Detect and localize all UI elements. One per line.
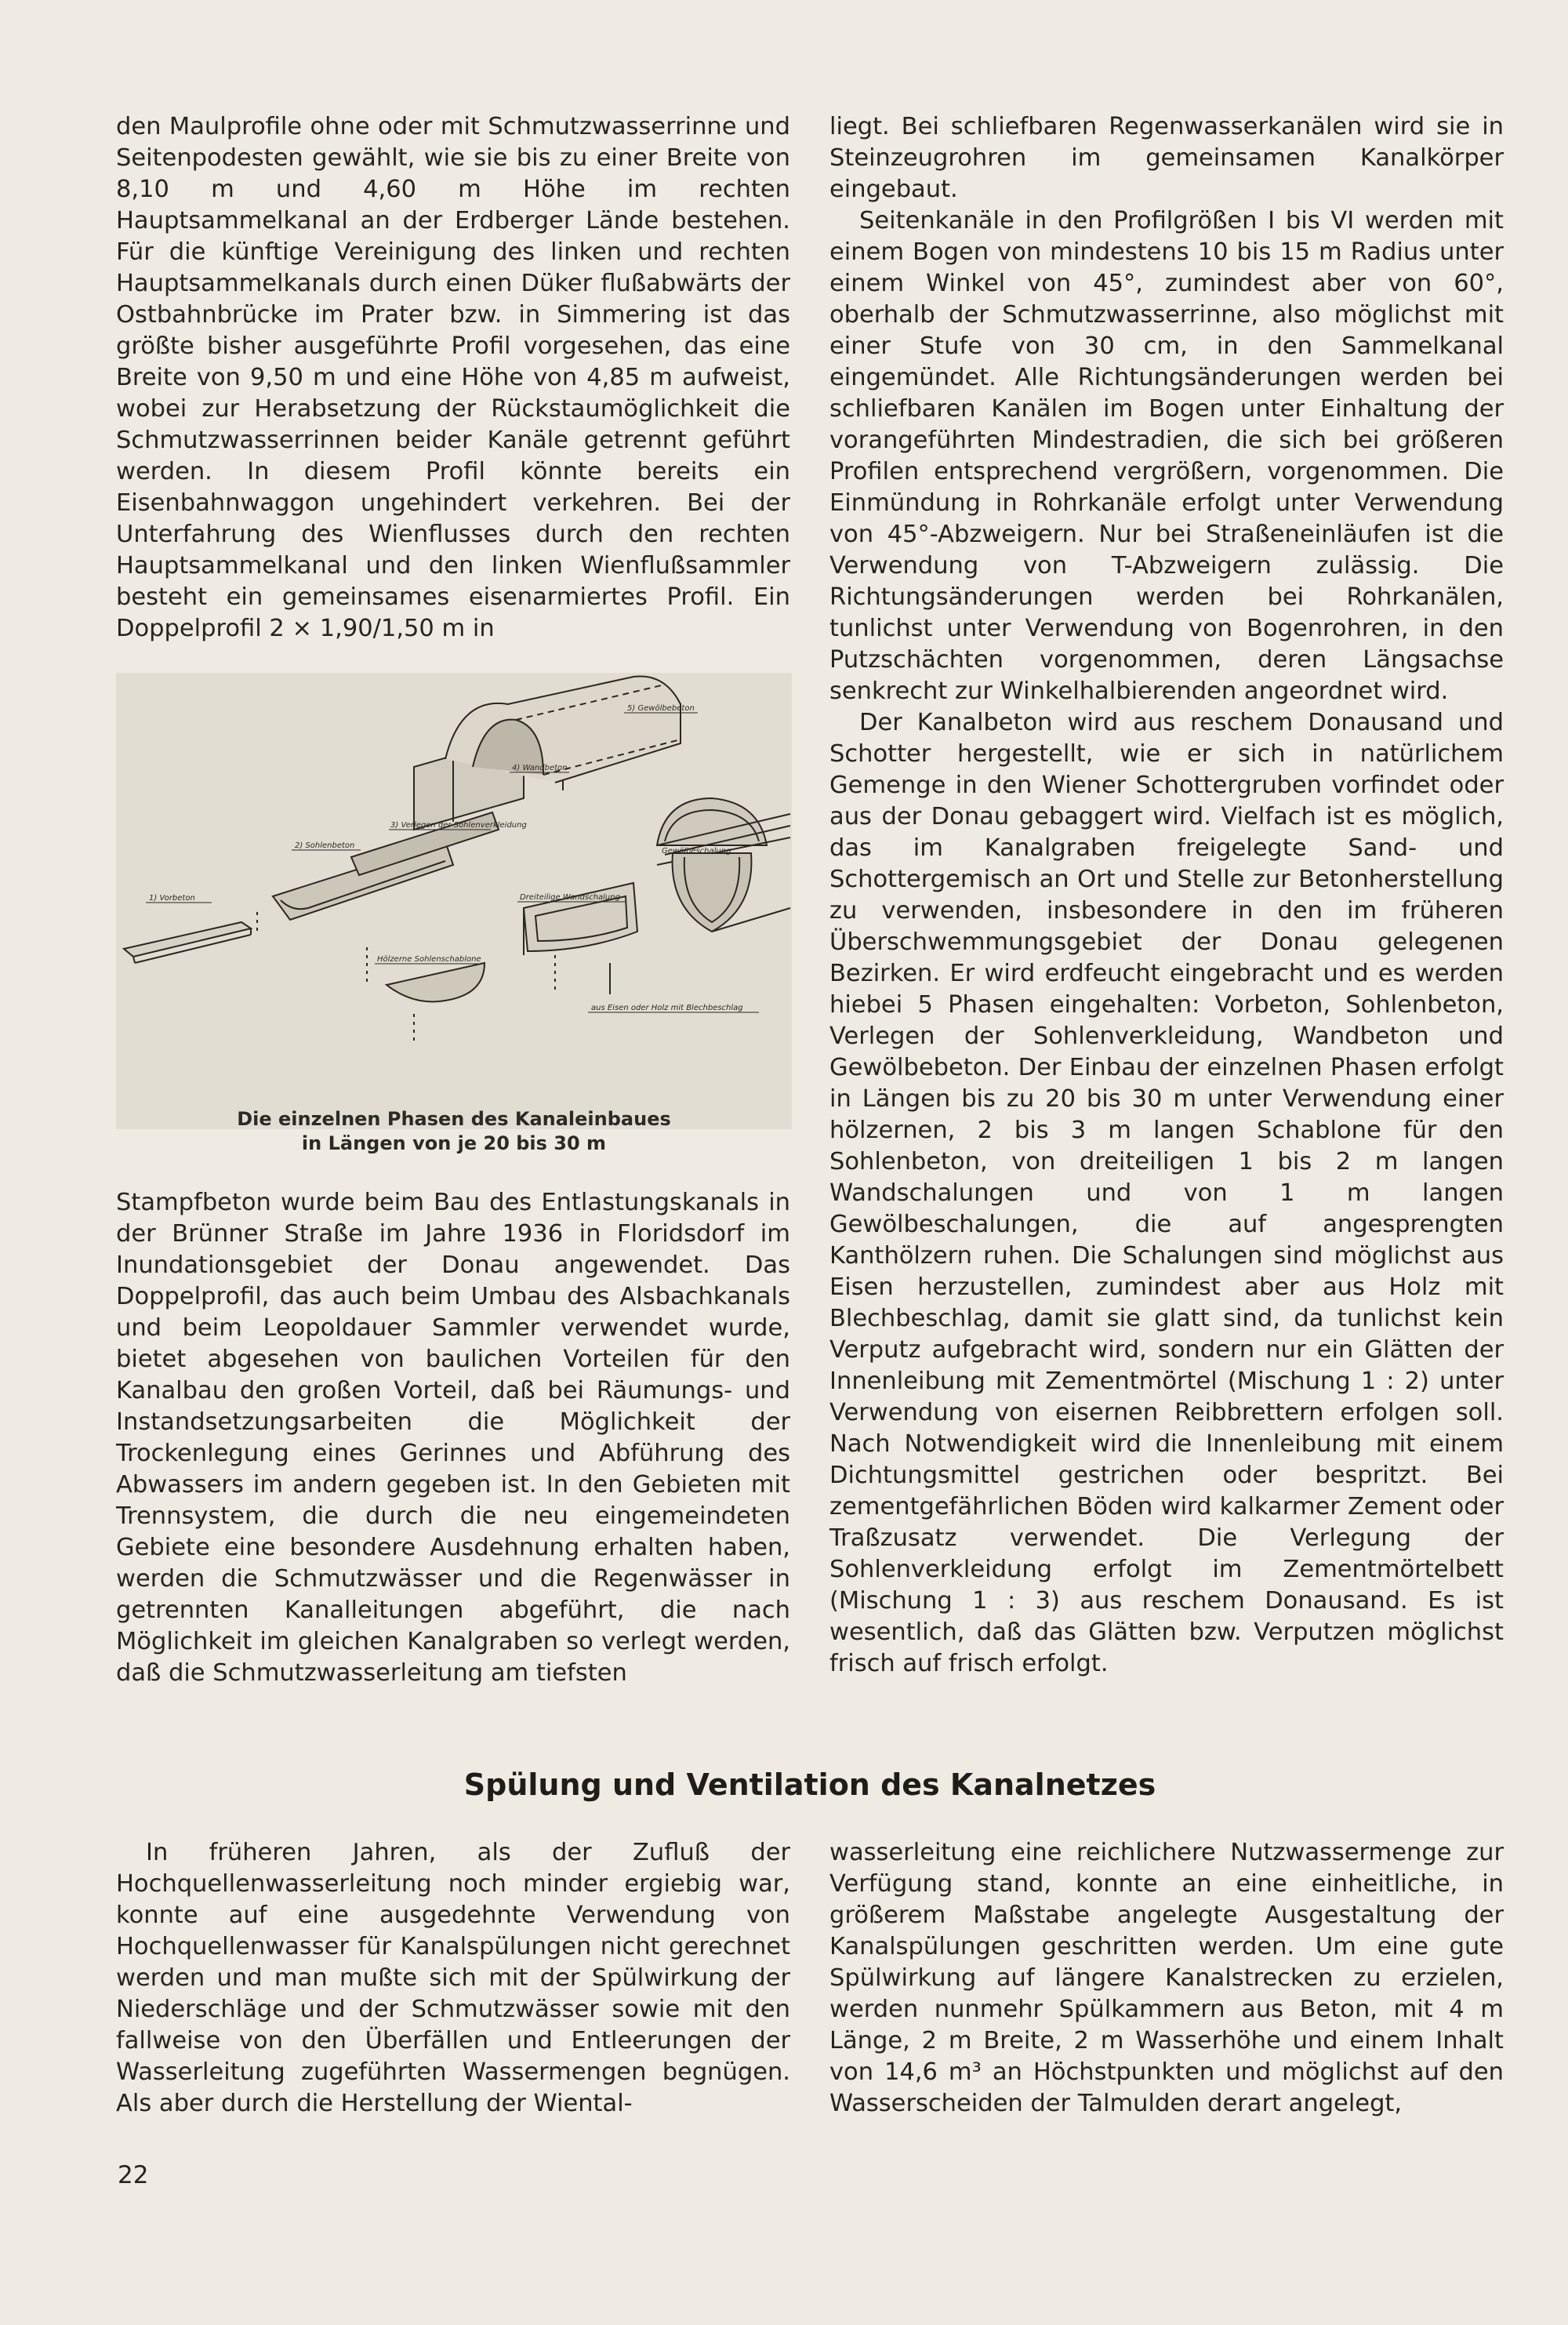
label-wandschalung: Dreiteilige Wandschalung [520,893,620,902]
section-left-column [116,1837,790,2120]
paragraph: Seitenkanäle in den Profilgrößen I bis VI werden mit einem Bogen von mindestens 10 bis 15 m Radius unter einem Winkel von 45°, zumindest aber von 60°, oberhalb der Schmutzwasserrinne, also möglichst mit einer Stufe von 30 cm, in den Sammelkanal eingemündet. Alle Richtungsänderungen werden bei schliefbaren Kanälen im Bogen unter Einhaltung der vorangeführten Mindestradien, die sich bei größeren Profilen entsprechend vergrößern, vorgenommen. Die Einmündung in Rohrkanäle erfolgt unter Verwendung von 45°-Abzweigern. Nur bei Straßeneinläufen ist die Verwendung von T-Abzweigern zulässig. Die Richtungsänderungen werden bei Rohrkanälen, tunlichst unter Verwendung von Bogenrohren, in den Putzschächten vorgenommen, deren Längsachse senkrecht zur Winkelhalbierenden angeordnet wird. [829,207,1504,705]
page-number: 22 [118,2161,149,2189]
section-right-column [829,1837,1504,2120]
left-column-bottom [116,1187,790,1689]
label-gewoelbebeton: 5) Gewölbebeton [627,704,695,713]
left-column-top [116,111,790,645]
label-gewoelbeschalung: Gewölbeschalung [662,847,731,856]
gewoelbeschalung [657,798,767,845]
caption-line-1: Die einzelnen Phasen des Kanaleinbaues [237,1108,671,1130]
right-column [829,111,1504,1680]
paragraph: Stampfbeton wurde beim Bau des Entlastungskanals in der Brünner Straße im Jahre 1936 in Floridsdorf im Inundationsgebiet der Donau angewendet. Das Doppelprofil, das auch beim Umbau des Alsbachkanals und beim Leopoldauer Sammler verwendet wurde, bietet abgesehen von baulichen Vorteilen für den Kanalbau den großen Vorteil, daß bei Räumungs- und Instandsetzungsarbeiten die Möglichkeit der Trockenlegung eines Gerinnes und Abführung des Abwassers im andern gegeben ist. In den Gebieten mit Trennsystem, die durch die neu eingemeindeten Gebiete eine besondere Ausdehnung erhalten haben, werden die Schmutzwässer und die Regenwässer in getrennten Kanalleitungen abgeführt, die nach Möglichkeit im gleichen Kanalgraben so verlegt werden, daß die Schmutzwasserleitung am tiefsten [116,1189,790,1687]
kanal-phases-illustration [116,673,792,1096]
sohlenschablone [387,963,485,1001]
label-wandbeton: 4) Wandbeton [512,764,568,772]
figure-caption [116,1107,792,1156]
section-heading: Spülung und Ventilation des Kanalnetzes [463,1767,1156,1802]
label-schablone: Hölzerne Sohlenschablone [377,955,481,964]
paragraph: den Maulprofile ohne oder mit Schmutzwasserrinne und Seitenpodesten gewählt, wie sie bis zu einer Breite von 8,10 m und 4,60 m Höhe im rechten Hauptsammelkanal an der Erdberger Lände bestehen. Für die künftige Vereinigung des linken und rechten Hauptsammelkanals durch einen Düker flußabwärts der Ostbahnbrücke im Prater bzw. in Simmering ist das größte bisher ausgeführte Profil vorgesehen, das eine Breite von 9,50 m und eine Höhe von 4,85 m aufweist, wobei zur Herabsetzung der Rückstaumöglichkeit die Schmutzwasserrinnen beider Kanäle getrennt geführt werden. In diesem Profil könnte bereits ein Eisenbahnwaggon ungehindert verkehren. Bei der Unterfahrung des Wienflusses durch den rechten Hauptsammelkanal und den linken Wienflußsammler besteht ein gemeinsames eisenarmiertes Profil. Ein Doppelprofil 2 × 1,90/1,50 m in [116,113,790,642]
label-eisen-holz: aus Eisen oder Holz mit Blechbeschlag [591,1004,743,1012]
paragraph: wasserleitung eine reichlichere Nutzwassermenge zur Verfügung stand, konnte an eine einheitliche, in größerem Maßstabe angelegte Ausgestaltung der Kanalspülungen geschritten werden. Um eine gute Spülwirkung auf längere Kanalstrecken zu erzielen, werden nunmehr Spülkammern aus Beton, mit 4 m Länge, 2 m Breite, 2 m Wasserhöhe und einem Inhalt von 14,6 m³ an Höchstpunkten und möglichst auf den Wasserscheiden der Talmulden derart angelegt, [829,1839,1504,2117]
label-verlegen: 3) Verlegen der Sohlenverkleidung [390,821,527,830]
construction-phases-figure [116,673,792,1129]
label-vorbeton: 1) Vorbeton [149,894,195,903]
label-sohlenbeton: 2) Sohlenbeton [295,841,355,850]
paragraph: In früheren Jahren, als der Zufluß der Hochquellenwasserleitung noch minder ergiebig war, konnte auf eine ausgedehnte Verwendung von Hochquellenwasser für Kanalspülungen nicht gerechnet werden und man mußte sich mit der Spülwirkung der Niederschläge und der Schmutzwässer sowie mit den fallweise von den Überfällen und Entleerungen der Wasserleitung zugeführten Wassermengen begnügen. Als aber durch die Herstellung der Wiental- [116,1839,790,2117]
caption-line-2: in Längen von je 20 bis 30 m [301,1132,607,1154]
paragraph: liegt. Bei schliefbaren Regenwasserkanälen wird sie in Steinzeugrohren im gemeinsamen Kanalkörper eingebaut. [829,113,1504,203]
paragraph: Der Kanalbeton wird aus reschem Donausand und Schotter hergestellt, wie er sich in natürlichem Gemenge in den Wiener Schottergruben vorfindet oder aus der Donau gebaggert wird. Vielfach ist es möglich, das im Kanalgraben freigelegte Sand- und Schottergemisch an Ort und Stelle zur Betonherstellung zu verwenden, insbesondere in den im früheren Überschwemmungsgebiet der Donau gelegenen Bezirken. Er wird erdfeucht eingebracht und es werden hiebei 5 Phasen eingehalten: Vorbeton, Sohlenbeton, Verlegen der Sohlenverkleidung, Wandbeton und Gewölbebeton. Der Einbau der einzelnen Phasen erfolgt in Längen bis zu 20 bis 30 m unter Verwendung einer hölzernen, 2 bis 3 m langen Schablone für den Sohlenbeton, von dreiteiligen 1 bis 2 m langen Wandschalungen und von 1 m langen Gewölbeschalungen, die auf angesprengten Kanthölzern ruhen. Die Schalungen sind möglichst aus Eisen herzustellen, zumindest aber aus Holz mit Blechbeschlag, damit sie glatt sind, da tunlichst kein Verputz aufgebracht wird, sondern nur ein Glätten der Innenleibung mit Zementmörtel (Mischung 1 : 2) unter Verwendung von eisernen Reibbrettern erfolgen soll. Nach Notwendigkeit wird die Innenleibung mit einem Dichtungsmittel gestrichen oder bespritzt. Bei zementgefährlichen Böden wird kalkarmer Zement oder Traßzusatz verwendet. Die Verlegung der Sohlenverkleidung erfolgt im Zementmörtelbett (Mischung 1 : 3) aus reschem Donausand. Es ist wesentlich, daß das Glätten bzw. Verputzen möglichst frisch auf frisch erfolgt. [829,709,1504,1677]
